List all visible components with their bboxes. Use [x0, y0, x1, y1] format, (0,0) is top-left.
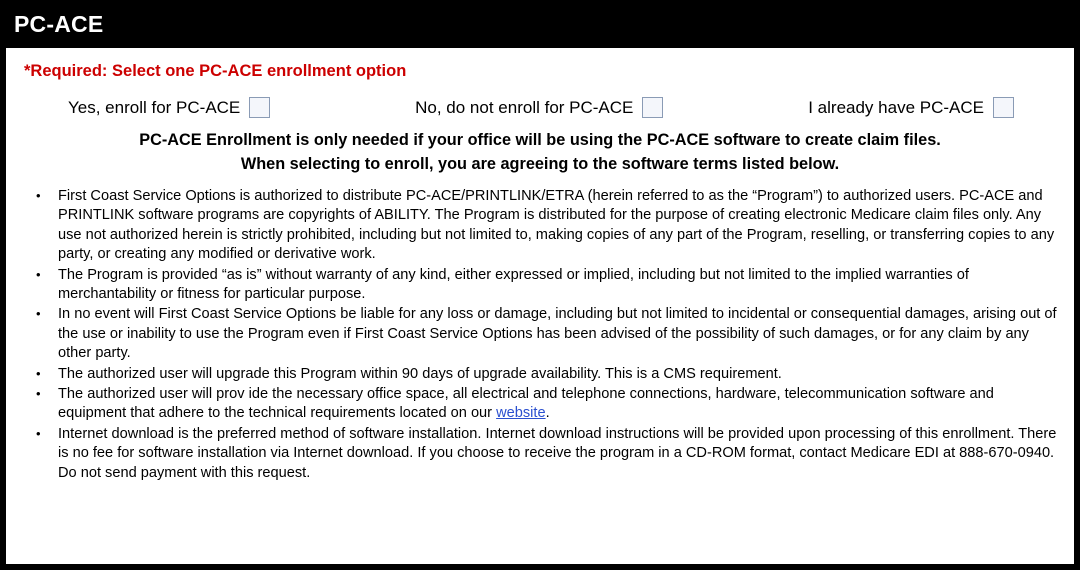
emphasis-line-1: PC-ACE Enrollment is only needed if your office will be using the PC-ACE software to create claim files.: [139, 131, 941, 149]
checkbox-no-enroll[interactable]: [642, 97, 663, 118]
option-no-enroll[interactable]: [415, 97, 663, 118]
enrollment-emphasis-text: [22, 128, 1058, 177]
emphasis-line-2: When selecting to enroll, you are agreeing to the software terms listed below.: [240, 155, 840, 174]
enrollment-options-group: [68, 97, 1014, 118]
list-item: • First Coast Service Options is authorized to distribute PC-ACE/PRINTLINK/ETRA (herein referred to as the “Program”) to authorized users. PC-ACE and PRINTLINK software programs are copyrights of ABILITY. The Program is distributed for the purpose of creating electronic Medicare claim files only. Any use not authorized herein is strictly prohibited, including but not limited to, making copies of any part of the Program, reselling, or transferring copies to any party, or creating any modified or derivative work.: [30, 187, 1060, 265]
list-item: • The authorized user will upgrade this Program within 90 days of upgrade availability. This is a CMS requirement.: [30, 365, 1060, 384]
software-terms-list: [16, 187, 1064, 483]
website-link[interactable]: website: [496, 405, 546, 422]
term-link-prefix: The authorized user will prov ide the necessary office space, all electrical and telephone connections, hardware, telecommunication software and equipment that adhere to the technical requirements located on our: [58, 385, 994, 422]
page-title: PC-ACE: [14, 10, 104, 37]
option-already-have-label: I already have PC-ACE: [808, 97, 984, 117]
list-item: • The Program is provided “as is” without warranty of any kind, either expressed or implied, including but not limited to the implied warranties of merchantability or fitness for particular purpose.: [30, 266, 1060, 305]
list-item-with-link: [30, 385, 1060, 424]
enrollment-form-panel: [6, 48, 1074, 564]
checkbox-already-have[interactable]: [993, 97, 1014, 118]
option-already-have[interactable]: [808, 97, 1014, 118]
window-titlebar: [0, 0, 1080, 48]
option-no-enroll-label: No, do not enroll for PC-ACE: [415, 97, 634, 117]
option-yes-enroll[interactable]: [68, 97, 270, 118]
list-item: • In no event will First Coast Service Options be liable for any loss or damage, including but not limited to incidental or consequential damages, arising out of the use or inability to use the Program even if First Coast Service Options has been advised of the possibility of such damages, or for any claim by any other party.: [30, 305, 1060, 363]
term-link-suffix: .: [545, 405, 550, 422]
list-item: • Internet download is the preferred method of software installation. Internet download instructions will be provided upon processing of this enrollment. There is no fee for software installation via Internet download. If you choose to receive the program in a CD-ROM format, contact Medicare EDI at 888-670-0940. Do not send payment with this request.: [30, 425, 1060, 483]
required-notice: *Required: Select one PC-ACE enrollment option: [24, 62, 407, 80]
option-yes-enroll-label: Yes, enroll for PC-ACE: [68, 97, 241, 117]
checkbox-yes-enroll[interactable]: [249, 97, 270, 118]
